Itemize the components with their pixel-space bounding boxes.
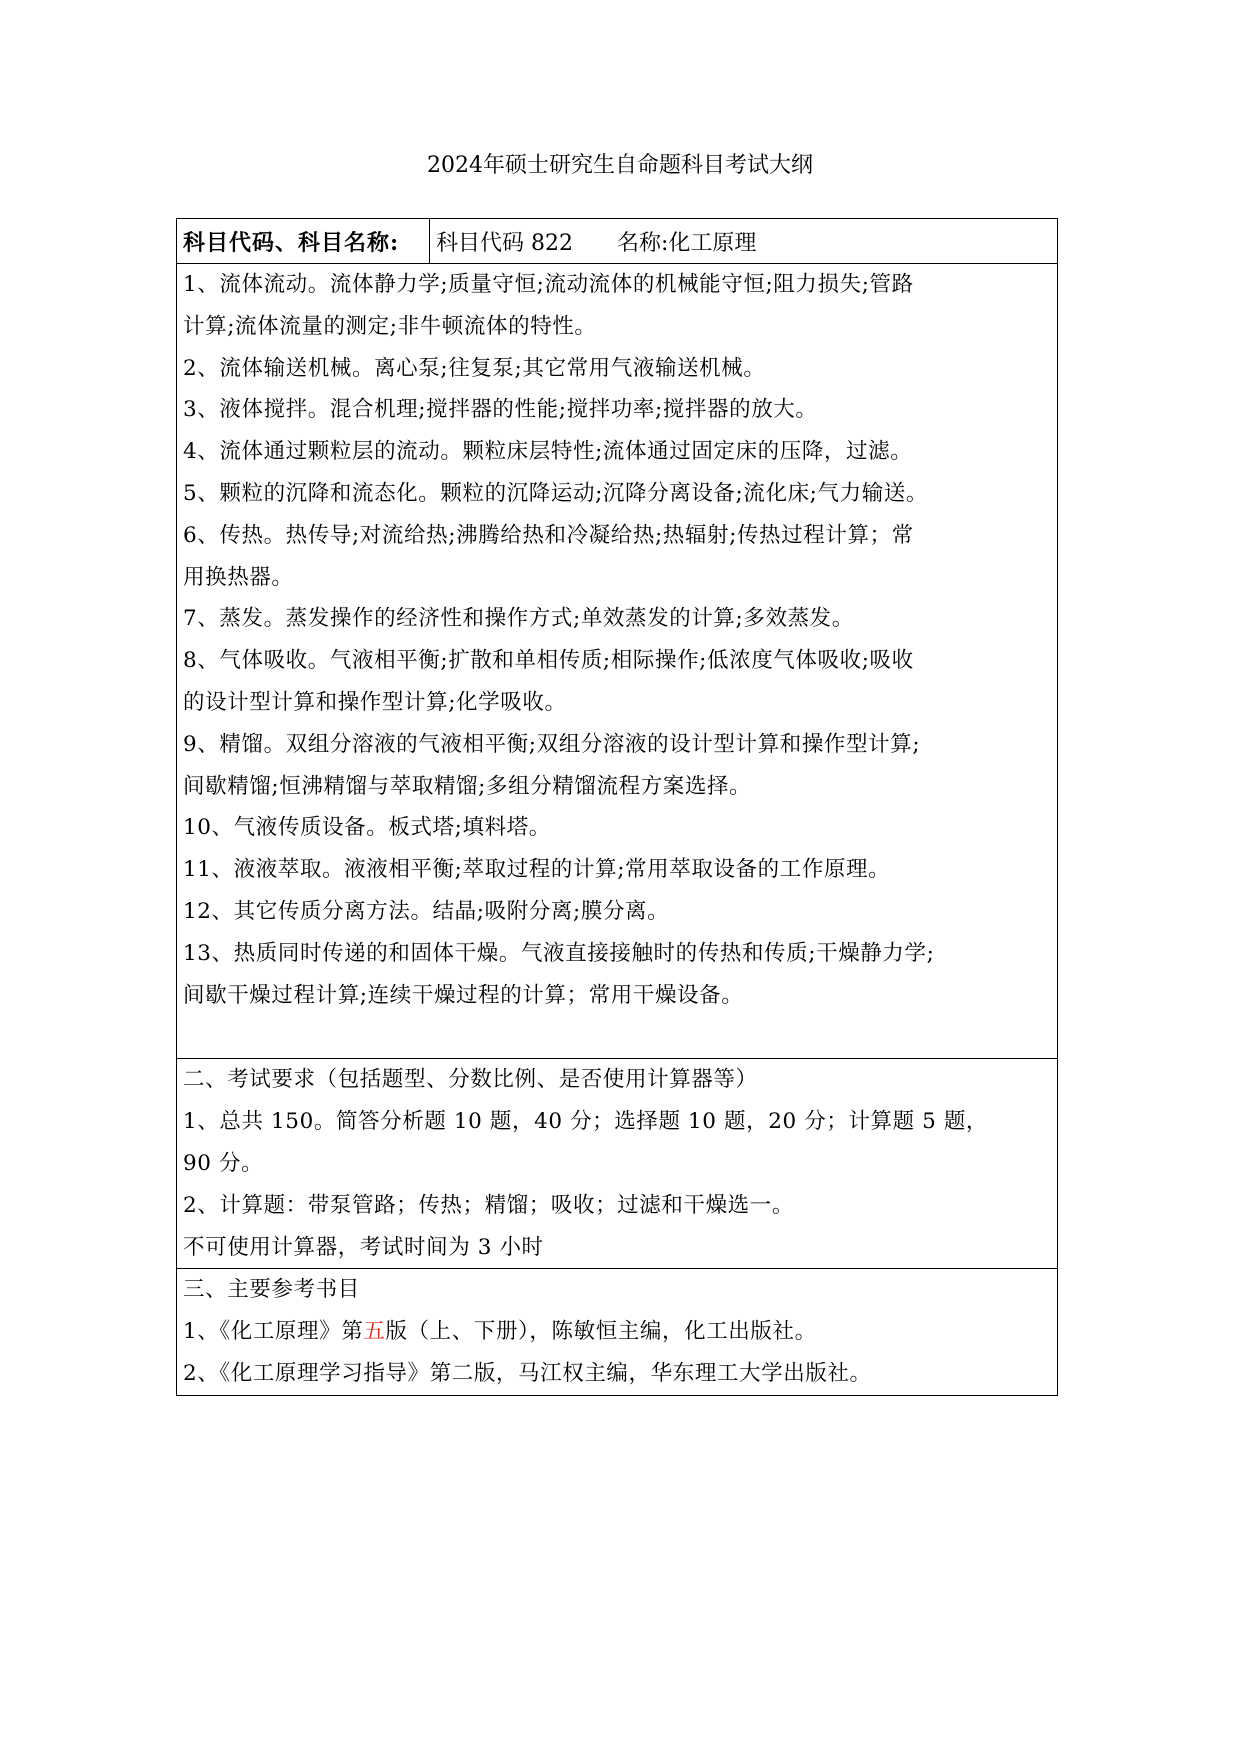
content-line: 计算;流体流量的测定;非牛顿流体的特性。 (183, 313, 597, 339)
content-line: 的设计型计算和操作型计算;化学吸收。 (183, 689, 567, 715)
content-line: 6、传热。热传导;对流给热;沸腾给热和冷凝给热;热辐射;传热过程计算；常 (183, 522, 914, 548)
subject-name: 名称:化工原理 (617, 230, 757, 256)
exam-requirements-line: 不可使用计算器，考试时间为 3 小时 (183, 1234, 544, 1260)
content-line: 13、热质同时传递的和固体干燥。气液直接接触时的传热和传质;干燥静力学; (183, 940, 935, 966)
reference-book-2: 2、《化工原理学习指导》第二版，马江权主编，华东理工大学出版社。 (183, 1360, 872, 1386)
exam-requirements-line: 2、计算题：带泵管路；传热；精馏；吸收；过滤和干燥选一。 (183, 1192, 794, 1218)
references-heading: 三、主要参考书目 (183, 1277, 360, 1303)
subject-label: 科目代码、科目名称: (177, 219, 430, 264)
reference-book-1 (183, 1311, 1051, 1353)
reference-book-1-prefix: 1、《化工原理》第 (183, 1319, 364, 1345)
exam-requirements-line: 1、总共 150。简答分析题 10 题，40 分；选择题 10 题，20 分；计算题 5 题， (183, 1109, 989, 1135)
content-line: 10、气液传质设备。板式塔;填料塔。 (183, 815, 551, 841)
content-line: 3、液体搅拌。混合机理;搅拌器的性能;搅拌功率;搅拌器的放大。 (183, 397, 818, 423)
content-line: 间歇精馏;恒沸精馏与萃取精馏;多组分精馏流程方案选择。 (183, 773, 752, 799)
edition-highlight: 五 (363, 1319, 386, 1345)
subject-value (430, 219, 1058, 264)
content-line: 4、流体通过颗粒层的流动。颗粒床层特性;流体通过固定床的压降，过滤。 (183, 439, 913, 465)
header-row (177, 219, 1058, 264)
references-row (177, 1269, 1058, 1395)
content-line: 用换热器。 (183, 564, 294, 590)
exam-requirements-cell (177, 1059, 1058, 1269)
content-line: 5、颗粒的沉降和流态化。颗粒的沉降运动;沉降分离设备;流化床;气力输送。 (183, 480, 929, 506)
cell-spacer (183, 1016, 1051, 1058)
content-line: 9、精馏。双组分溶液的气液相平衡;双组分溶液的设计型计算和操作型计算; (183, 731, 921, 757)
page-title: 2024年硕士研究生自命题科目考试大纲 (427, 153, 813, 178)
content-line: 7、蒸发。蒸发操作的经济性和操作方式;单效蒸发的计算;多效蒸发。 (183, 606, 854, 632)
content-line: 8、气体吸收。气液相平衡;扩散和单相传质;相际操作;低浓度气体吸收;吸收 (183, 648, 914, 674)
content-cell (177, 264, 1058, 1059)
outline-table (176, 218, 1058, 1396)
content-line: 2、流体输送机械。离心泵;往复泵;其它常用气液输送机械。 (183, 355, 766, 381)
exam-requirements-line: 90 分。 (183, 1150, 264, 1176)
subject-code: 科目代码 822 (436, 230, 573, 256)
content-line: 11、液液萃取。液液相平衡;萃取过程的计算;常用萃取设备的工作原理。 (183, 857, 891, 883)
exam-requirements-heading: 二、考试要求（包括题型、分数比例、是否使用计算器等） (183, 1067, 758, 1093)
reference-book-1-suffix: 版（上、下册），陈敏恒主编，化工出版社。 (385, 1319, 817, 1345)
content-line: 间歇干燥过程计算;连续干燥过程的计算；常用干燥设备。 (183, 982, 744, 1008)
content-line: 12、其它传质分离方法。结晶;吸附分离;膜分离。 (183, 898, 670, 924)
content-row (177, 264, 1058, 1059)
references-cell (177, 1269, 1058, 1395)
exam-requirements-row (177, 1059, 1058, 1269)
content-line: 1、流体流动。流体静力学;质量守恒;流动流体的机械能守恒;阻力损失;管路 (183, 272, 914, 297)
